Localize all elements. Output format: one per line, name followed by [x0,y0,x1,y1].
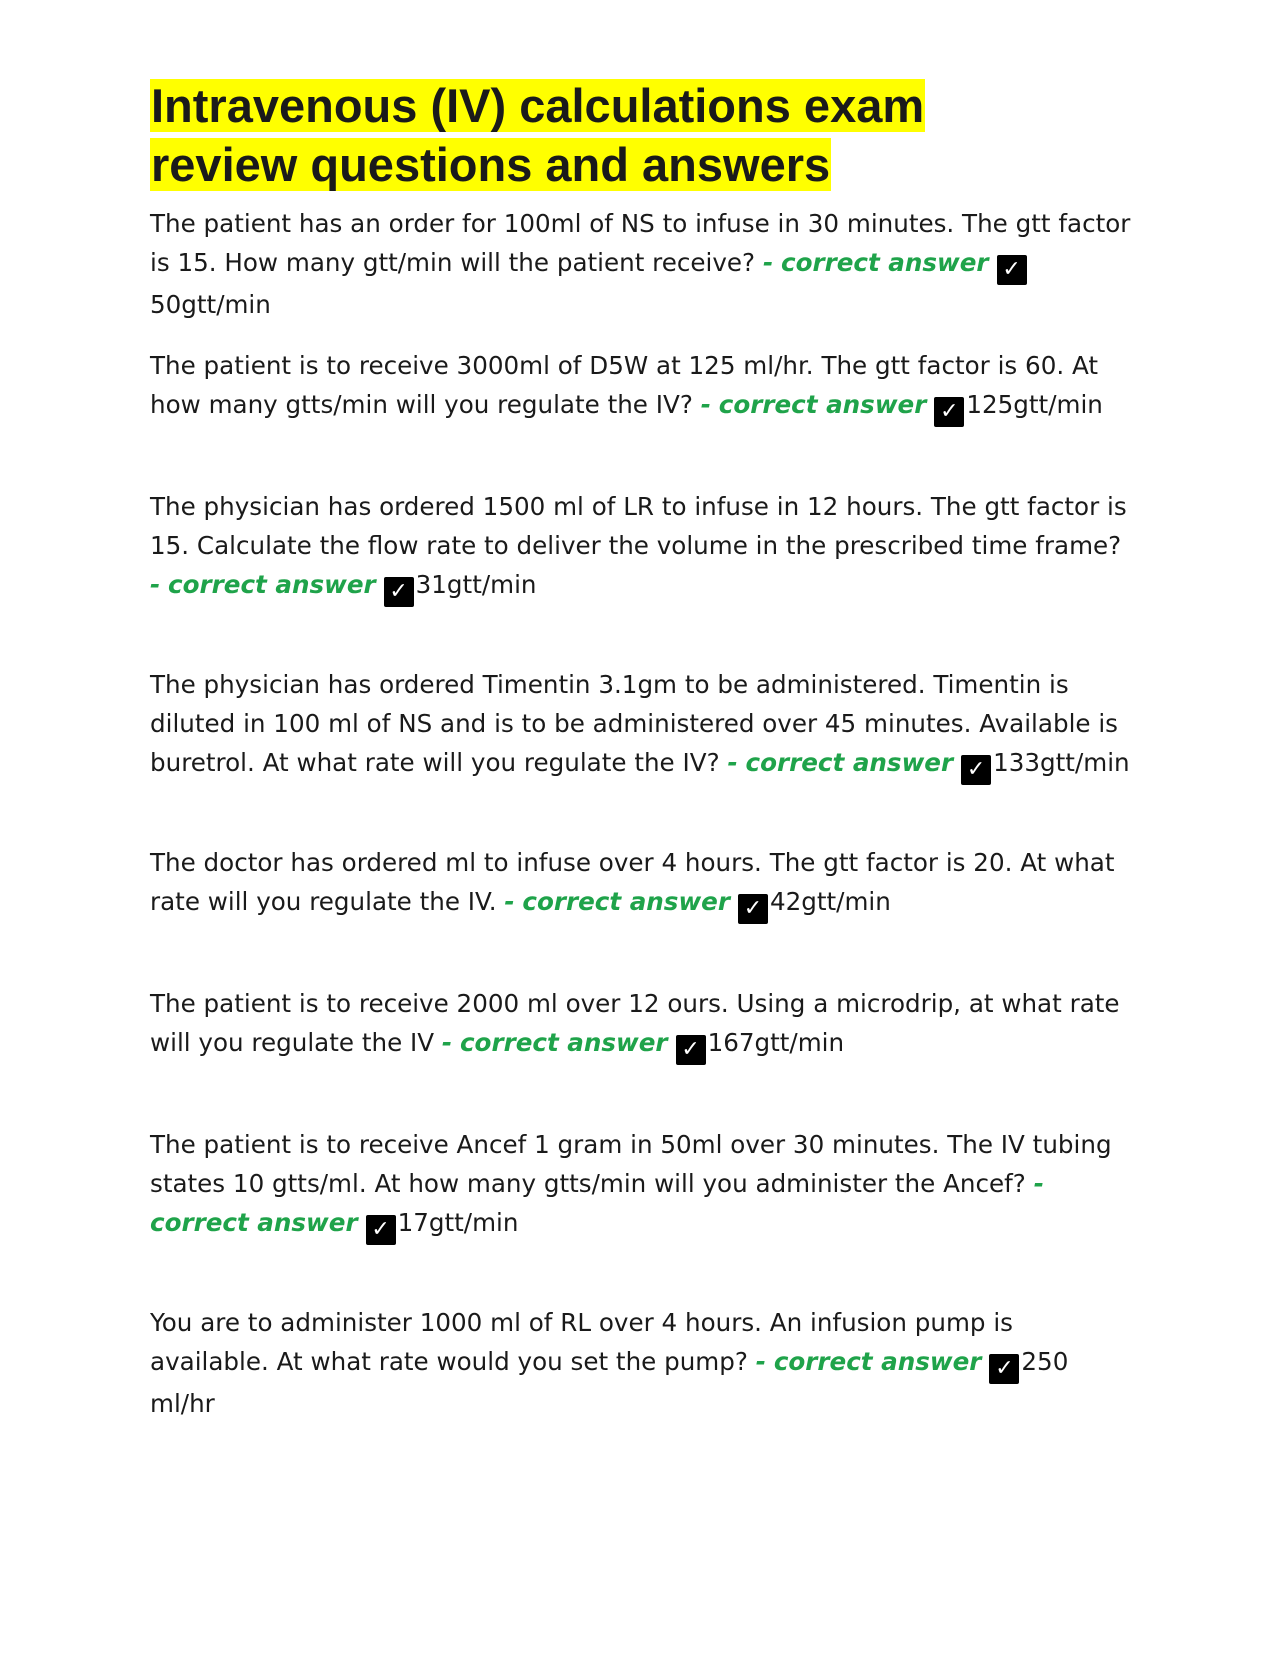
answer-label: correct answer [459,1028,668,1057]
qa-item [150,1303,1135,1423]
answer-label: correct answer [773,1347,982,1376]
qa-item [150,1125,1135,1245]
answer-separator: - [441,1028,453,1057]
checkmark-icon: ✓ [676,1035,706,1065]
title-line-1: Intravenous (IV) calculations exam [151,79,925,132]
answer-label: correct answer [168,570,376,599]
answer-value: 250 ml/hr [150,1347,1069,1418]
qa-item [150,665,1135,785]
answer-label: correct answer [780,248,989,277]
answer-value: 42gtt/min [769,887,891,916]
answer-separator: - [150,570,161,599]
checkmark-icon: ✓ [738,894,768,924]
answer-label: correct answer [150,1208,358,1237]
answer-separator: - [504,887,515,916]
answer-label: correct answer [745,748,954,777]
answer-value: 50gtt/min [150,290,271,319]
document-title [150,76,1135,194]
answer-label: correct answer [718,390,927,419]
answer-value: 133gtt/min [993,748,1130,777]
question-text: The patient is to receive 3000ml of D5W at 125 ml/hr. The gtt factor is 60. At how many gtts/min will you regulate the IV? [150,351,1099,419]
answer-value: 167gtt/min [707,1028,845,1057]
checkmark-icon: ✓ [384,577,414,607]
question-text: The physician has ordered Timentin 3.1gm to be administered. Timentin is diluted in 100 ml of NS and is to be administered over 45 minutes. Available is buretrol. At what rate will you regulate the IV? [150,670,1118,777]
checkmark-icon: ✓ [366,1215,396,1245]
qa-item [150,487,1135,607]
qa-item [150,984,1135,1065]
answer-value: 125gtt/min [966,390,1103,419]
question-text: The doctor has ordered ml to infuse over 4 hours. The gtt factor is 20. At what rate will you regulate the IV. [150,848,1115,916]
question-text: The patient has an order for 100ml of NS to infuse in 30 minutes. The gtt factor is 15. How many gtt/min will the patient receive? [150,209,1131,277]
question-text: You are to administer 1000 ml of RL over 4 hours. An infusion pump is available. At what rate would you set the pump? [150,1308,1013,1376]
answer-value: 31gtt/min [415,570,537,599]
qa-item [150,204,1135,324]
question-text: The patient is to receive 2000 ml over 12 ours. Using a microdrip, at what rate will you regulate the IV [150,989,1120,1057]
answer-label: correct answer [522,887,730,916]
checkmark-icon: ✓ [989,1354,1019,1384]
qa-item [150,346,1135,427]
title-line-2: review questions and answers [151,138,831,191]
answer-separator: - [762,248,774,277]
answer-value: 17gtt/min [397,1208,519,1237]
document-page [150,76,1135,1418]
answer-separator: - [755,1347,766,1376]
question-text: The physician has ordered 1500 ml of LR to infuse in 12 hours. The gtt factor is 15. Calculate the flow rate to deliver the volume in the prescribed time frame? [150,492,1127,560]
checkmark-icon: ✓ [997,255,1027,285]
checkmark-icon: ✓ [934,397,964,427]
question-text: The patient is to receive Ancef 1 gram in 50ml over 30 minutes. The IV tubing states 10 gtts/ml. At how many gtts/min will you administer the Ancef? [150,1130,1112,1198]
checkmark-icon: ✓ [961,755,991,785]
qa-item [150,843,1135,924]
answer-separator: - [1033,1169,1044,1198]
answer-separator: - [727,748,738,777]
answer-separator: - [700,390,711,419]
